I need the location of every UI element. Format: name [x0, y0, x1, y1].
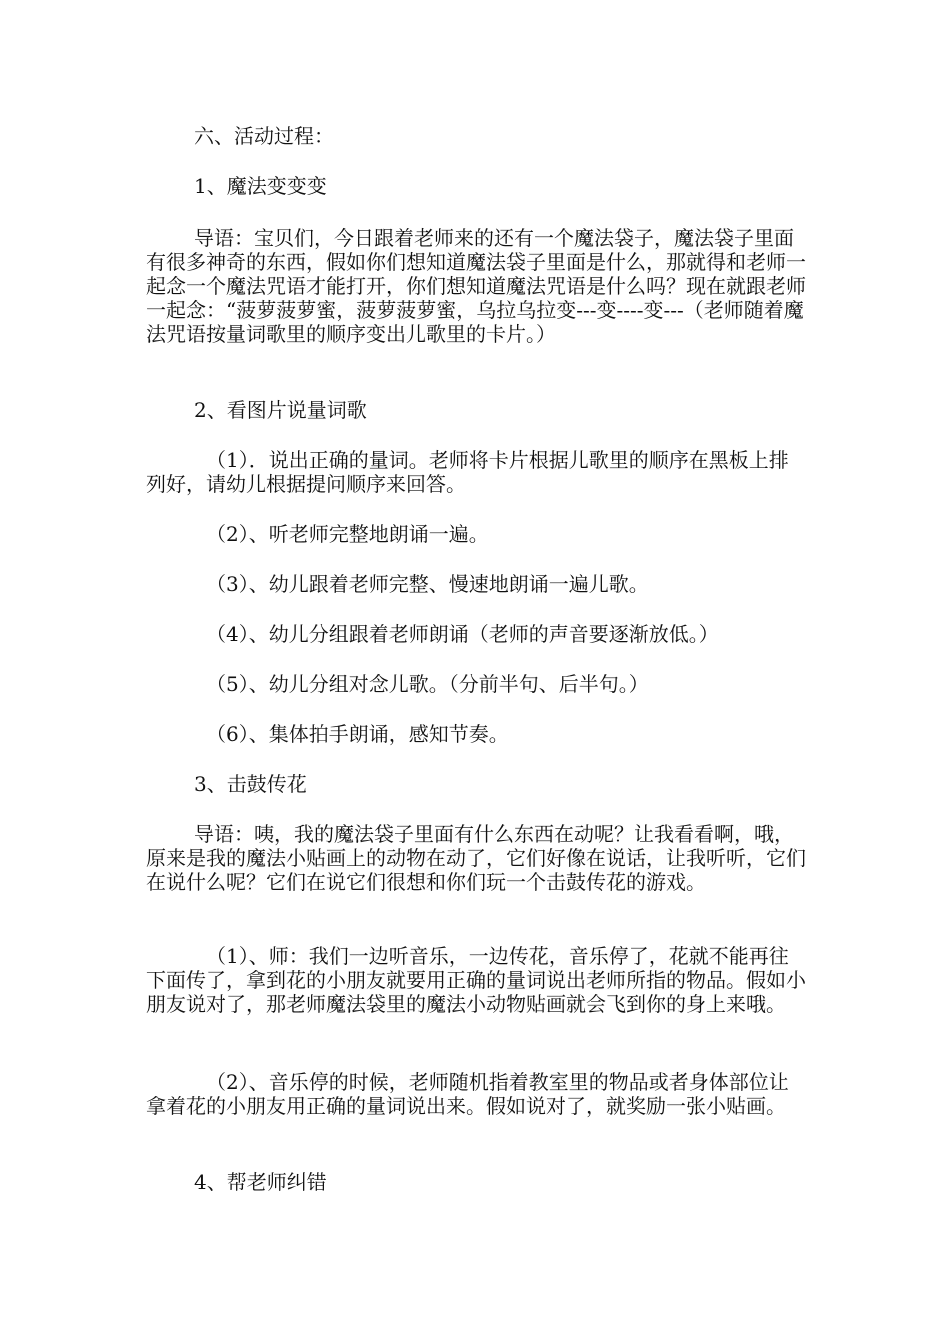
step-heading-magic: 1、魔法变变变: [194, 174, 327, 198]
step-heading-correct-teacher: 4、帮老师纠错: [194, 1170, 327, 1194]
paragraph-drum-intro: 导语：咦，我的魔法袋子里面有什么东西在动呢？让我看看啊，哦，原来是我的魔法小贴画上的动物在动了，它们好像在说话，让我听听，它们在说什么呢？它们在说它们很想和你们玩一个击鼓传花的游戏。: [146, 822, 806, 894]
paragraph-drum-item-1: （1）、师：我们一边听音乐，一边传花，音乐停了，花就不能再往下面传了，拿到花的小朋友就要用正确的量词说出老师所指的物品。假如小朋友说对了，那老师魔法袋里的魔法小动物贴画就会飞到你的身上来哦。: [146, 944, 806, 1016]
paragraph-item-1: （1）．说出正确的量词。老师将卡片根据儿歌里的顺序在黑板上排列好，请幼儿根据提问顺序来回答。: [146, 448, 789, 496]
step-heading-picture-song: 2、看图片说量词歌: [194, 398, 367, 422]
paragraph-item-4: （4）、幼儿分组跟着老师朗诵（老师的声音要逐渐放低。）: [206, 622, 719, 646]
paragraph-item-6: （6）、集体拍手朗诵，感知节奏。: [206, 722, 509, 746]
step-heading-drum-flower: 3、击鼓传花: [194, 772, 307, 796]
paragraph-drum-item-2: （2）、音乐停的时候，老师随机指着教室里的物品或者身体部位让拿着花的小朋友用正确的量词说出来。假如说对了，就奖励一张小贴画。: [146, 1070, 789, 1118]
paragraph-item-3: （3）、幼儿跟着老师完整、慢速地朗诵一遍儿歌。: [206, 572, 649, 596]
section-heading-activity-process: 六、活动过程：: [194, 124, 334, 148]
paragraph-item-2: （2）、听老师完整地朗诵一遍。: [206, 522, 489, 546]
paragraph-item-5: （5）、幼儿分组对念儿歌。（分前半句、后半句。）: [206, 672, 649, 696]
paragraph-magic-intro: 导语：宝贝们，今日跟着老师来的还有一个魔法袋子，魔法袋子里面有很多神奇的东西，假如你们想知道魔法袋子里面是什么，那就得和老师一起念一个魔法咒语才能打开，你们想知道魔法咒语是什么吗？现在就跟老师一起念：“菠萝菠萝蜜，菠萝菠萝蜜，乌拉乌拉变---变----变---（老师随着魔法咒语按量词歌里的顺序变出儿歌里的卡片。）: [146, 226, 806, 346]
